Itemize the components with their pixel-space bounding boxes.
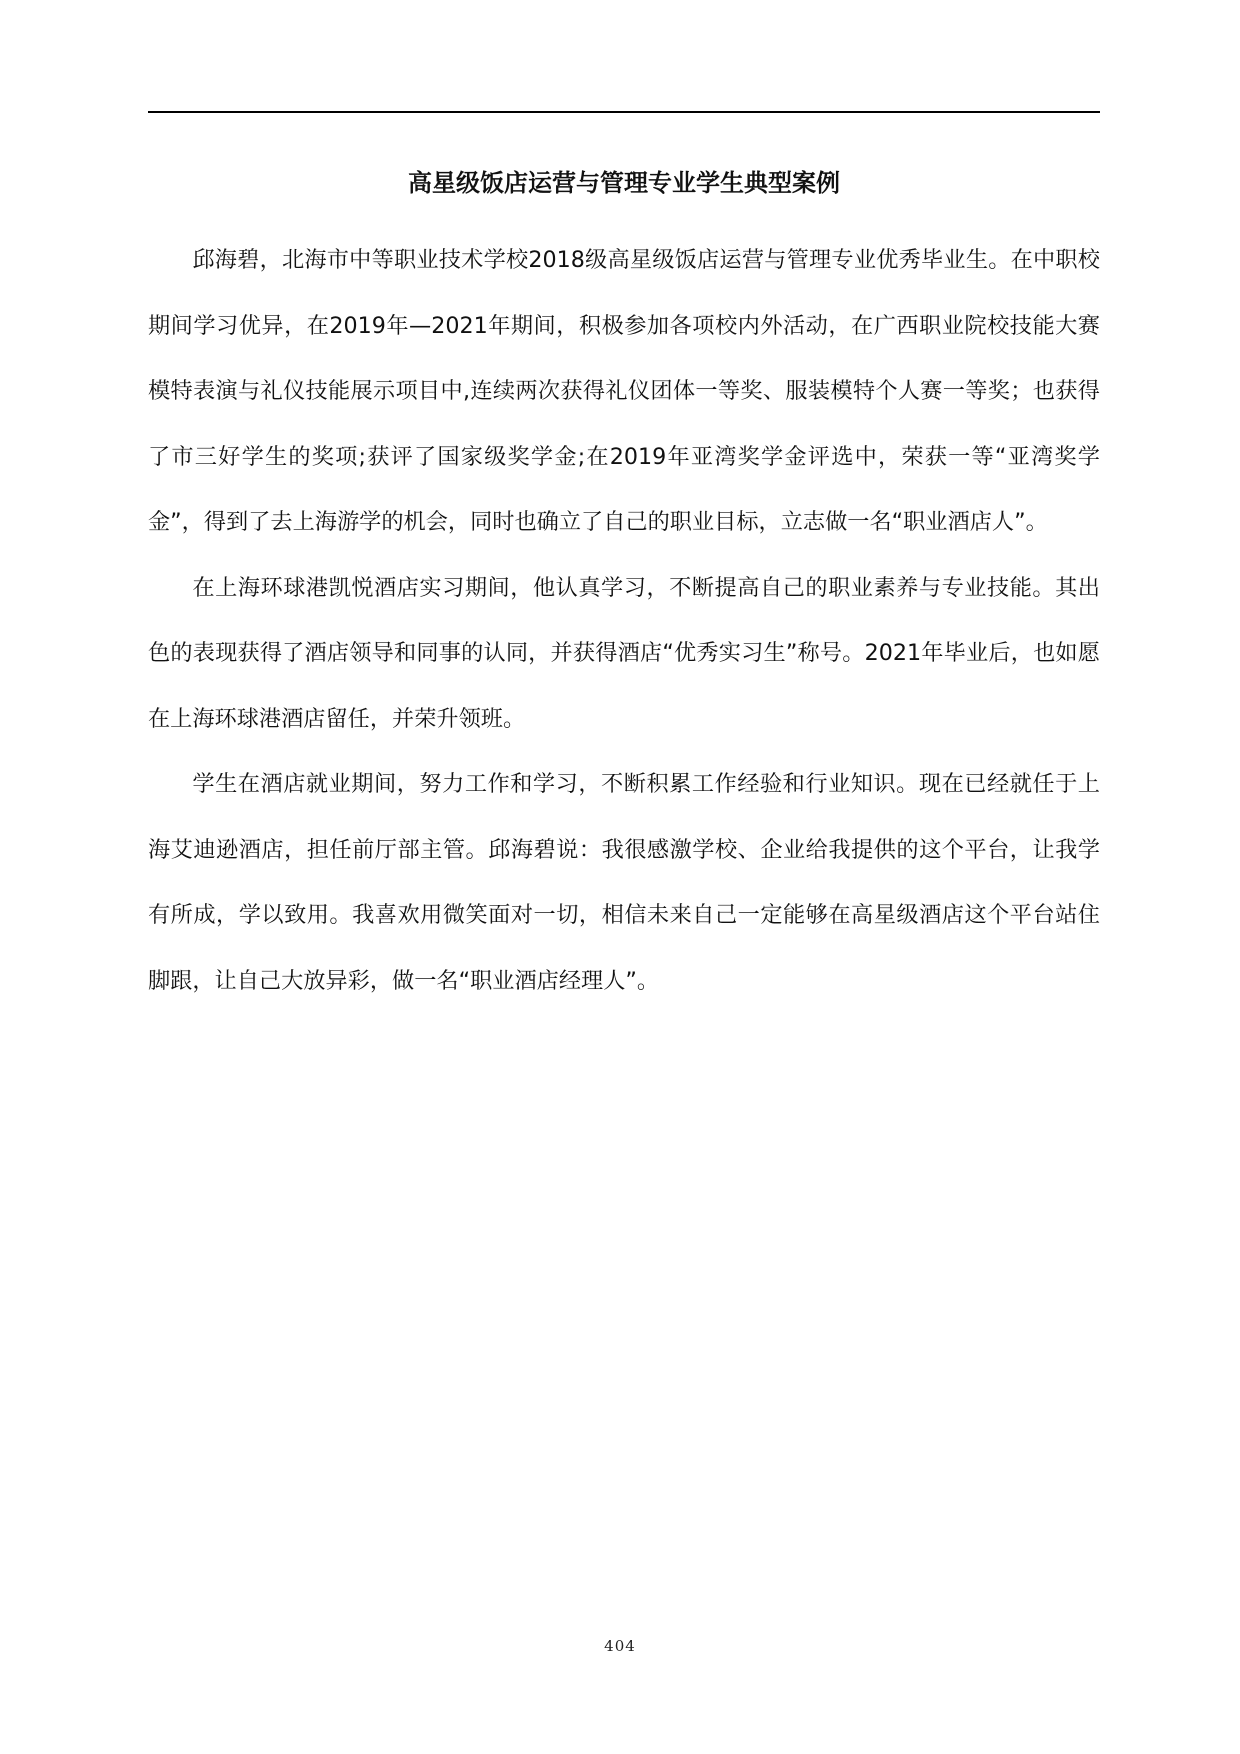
document-body	[148, 228, 1100, 1014]
paragraph-3: 学生在酒店就业期间，努力工作和学习，不断积累工作经验和行业知识。现在已经就任于上海艾迪逊酒店，担任前厅部主管。邱海碧说：我很感激学校、企业给我提供的这个平台，让我学有所成，学以致用。我喜欢用微笑面对一切，相信未来自己一定能够在高星级酒店这个平台站住脚跟，让自己大放异彩，做一名“职业酒店经理人”。	[148, 771, 1100, 994]
paragraph-1: 邱海碧，北海市中等职业技术学校2018级高星级饭店运营与管理专业优秀毕业生。在中职校期间学习优异，在2019年—2021年期间，积极参加各项校内外活动，在广西职业院校技能大赛模特表演与礼仪技能展示项目中,连续两次获得礼仪团体一等奖、服装模特个人赛一等奖；也获得了市三好学生的奖项;获评了国家级奖学金;在2019年亚湾奖学金评选中，荣获一等“亚湾奖学金”，得到了去上海游学的机会，同时也确立了自己的职业目标，立志做一名“职业酒店人”。	[148, 247, 1100, 535]
document-title: 高星级饭店运营与管理专业学生典型案例	[408, 169, 840, 197]
page-number: 404	[604, 1637, 636, 1655]
paragraph-2: 在上海环球港凯悦酒店实习期间，他认真学习，不断提高自己的职业素养与专业技能。其出色的表现获得了酒店领导和同事的认同，并获得酒店“优秀实习生”称号。2021年毕业后，也如愿在上海环球港酒店留任，并荣升领班。	[148, 574, 1100, 732]
header-rule	[148, 111, 1100, 113]
